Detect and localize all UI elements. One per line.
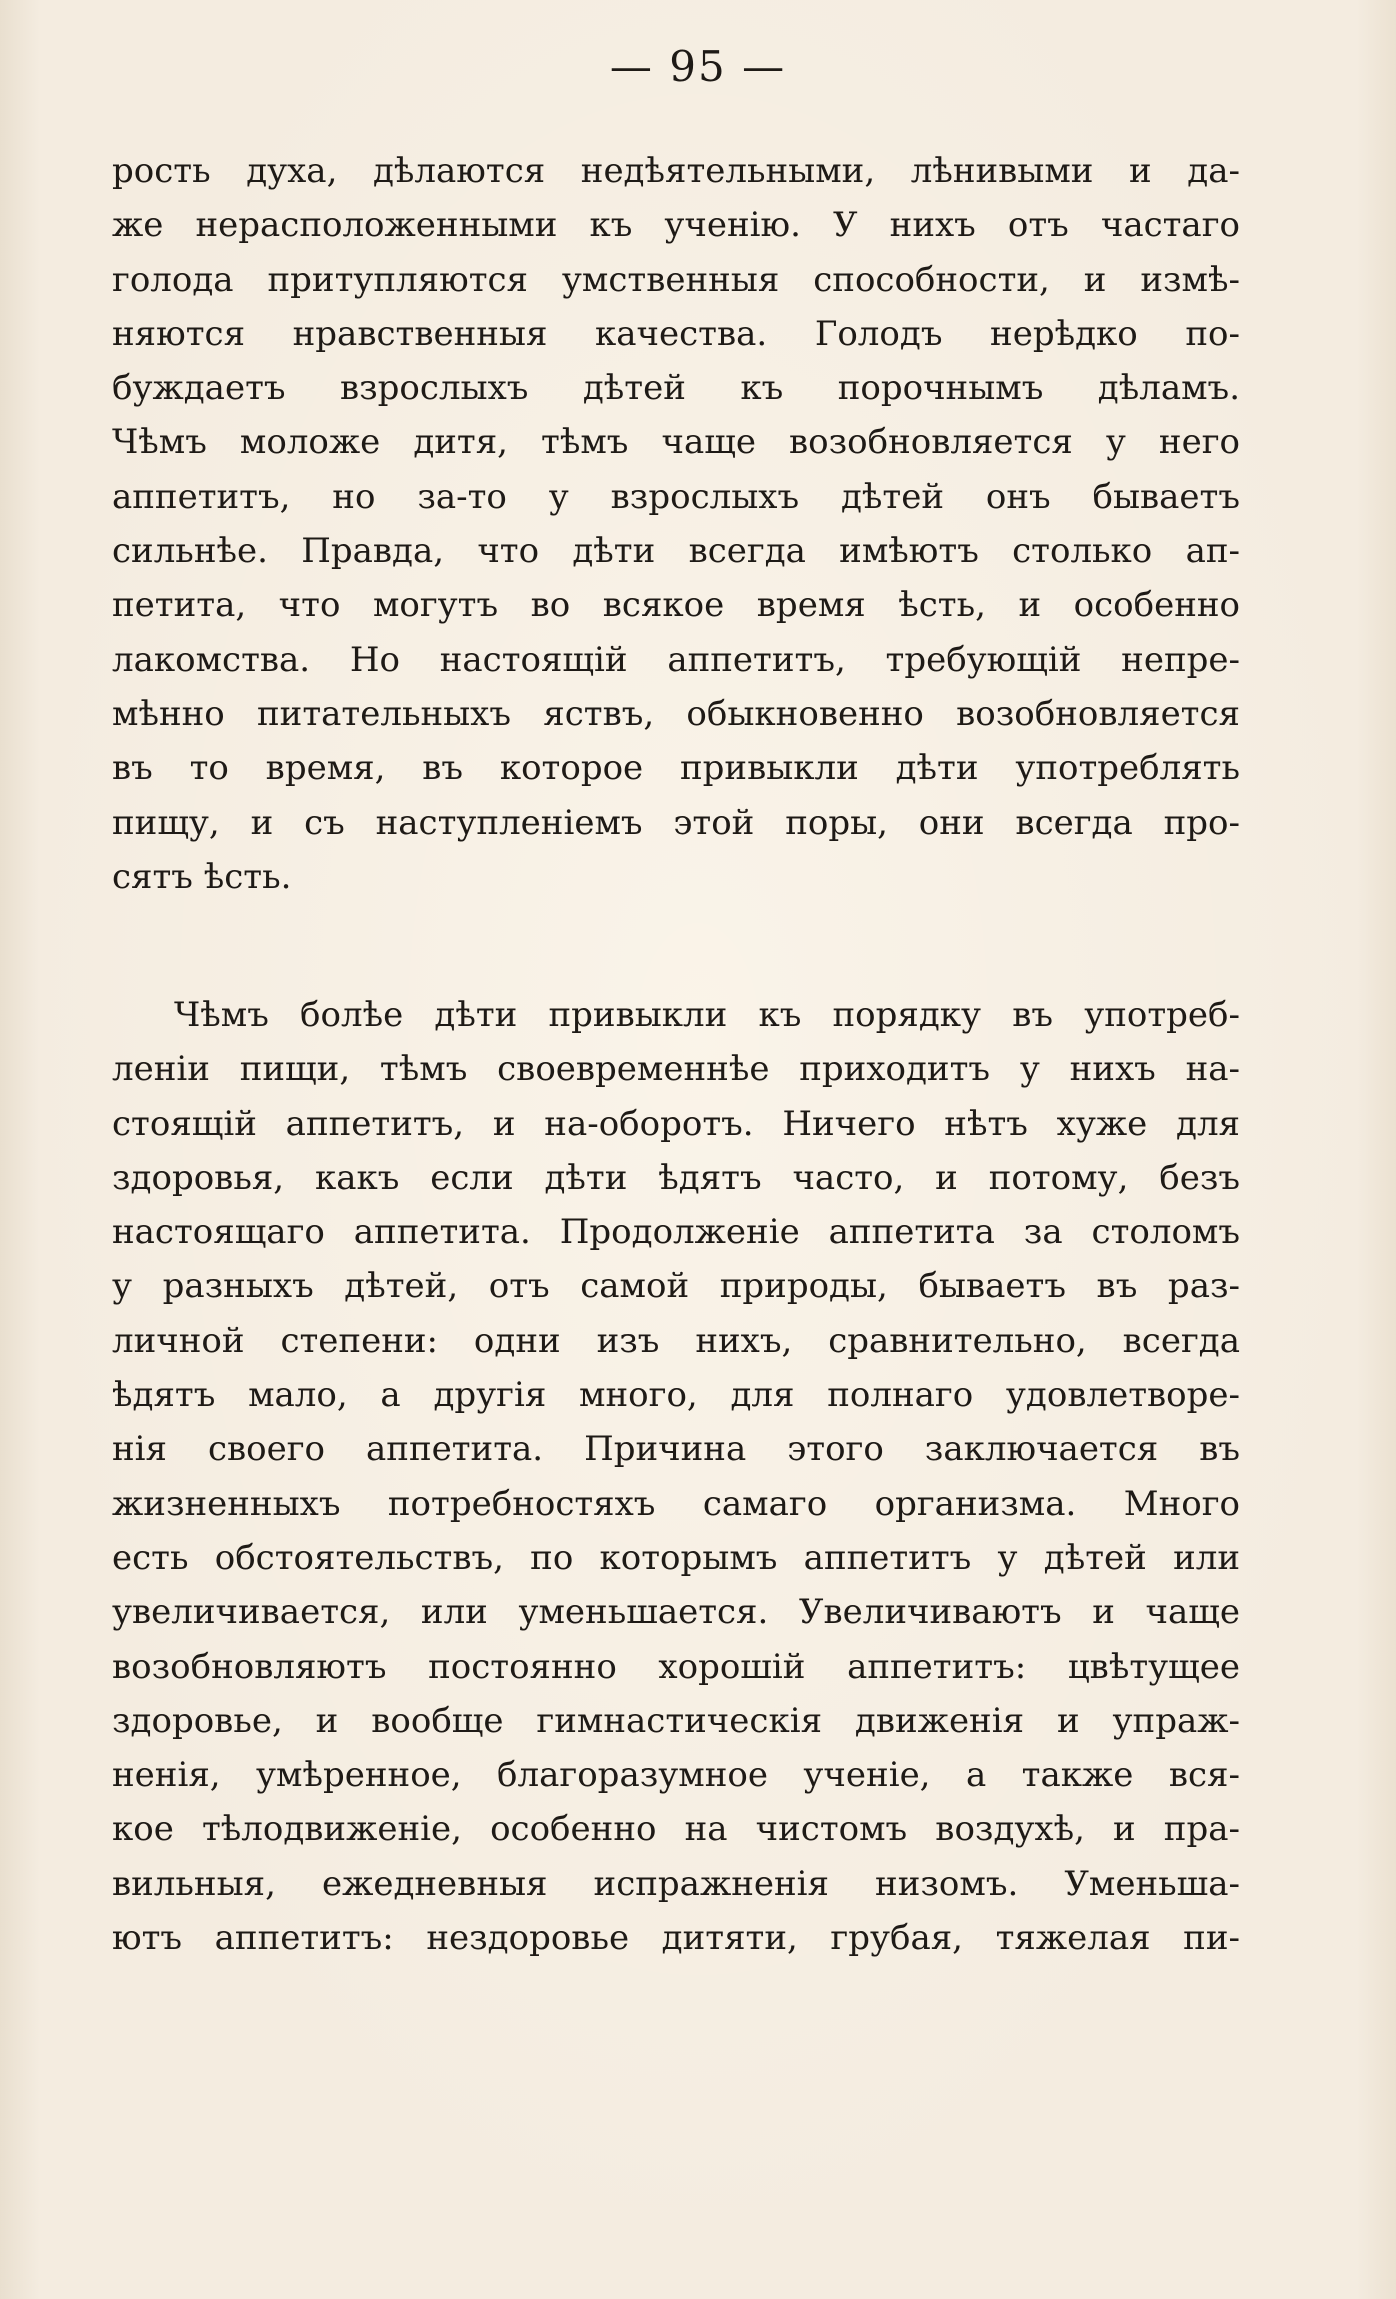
text-line: увеличивается, или уменьшается. Увеличиваютъ и чаще xyxy=(112,1592,1240,1633)
paragraph-1 xyxy=(112,144,1240,904)
text-line: мѣнно питательныхъ яствъ, обыкновенно возобновляется xyxy=(112,693,1240,734)
text-line: здоровья, какъ если дѣти ѣдятъ часто, и потому, безъ xyxy=(112,1157,1240,1198)
text-line: возобновляютъ постоянно хорошій аппетитъ: цвѣтущее xyxy=(112,1646,1240,1687)
text-line: вильныя, ежедневныя испражненія низомъ. Уменьша- xyxy=(112,1863,1240,1904)
text-line: сильнѣе. Правда, что дѣти всегда имѣютъ столько ап- xyxy=(112,531,1240,572)
text-line: въ то время, въ которое привыкли дѣти употреблять xyxy=(112,748,1240,789)
text-line: же нерасположенными къ ученію. У нихъ отъ частаго xyxy=(112,205,1240,246)
text-line: сятъ ѣсть. xyxy=(112,856,292,897)
text-line: здоровье, и вообще гимнастическія движенія и упраж- xyxy=(112,1700,1240,1741)
paragraph-2 xyxy=(112,988,1240,1965)
text-line: есть обстоятельствъ, по которымъ аппетитъ у дѣтей или xyxy=(112,1537,1240,1578)
page-number: — 95 — xyxy=(609,42,787,91)
text-line: Чѣмъ моложе дитя, тѣмъ чаще возобновляется у него xyxy=(112,422,1240,463)
text-line: пищу, и съ наступленіемъ этой поры, они всегда про- xyxy=(112,802,1240,843)
text-line: ненія, умѣренное, благоразумное ученіе, а также вся- xyxy=(112,1755,1240,1796)
text-line: стоящій аппетитъ, и на-оборотъ. Ничего нѣтъ хуже для xyxy=(112,1103,1240,1144)
text-line: леніи пищи, тѣмъ своевременнѣе приходитъ у нихъ на- xyxy=(112,1049,1240,1090)
text-line: рость духа, дѣлаются недѣятельными, лѣнивыми и да- xyxy=(112,151,1240,191)
text-line: няются нравственныя качества. Голодъ нерѣдко по- xyxy=(112,313,1240,354)
text-line: голода притупляются умственныя способности, и измѣ- xyxy=(112,259,1240,300)
text-line: у разныхъ дѣтей, отъ самой природы, бываетъ въ раз- xyxy=(112,1266,1240,1307)
text-line: Чѣмъ болѣе дѣти привыкли къ порядку въ употреб- xyxy=(174,995,1240,1035)
text-line: ютъ аппетитъ: нездоровье дитяти, грубая, тяжелая пи- xyxy=(112,1918,1240,1959)
text-line: жизненныхъ потребностяхъ самаго организма. Много xyxy=(112,1483,1240,1524)
text-line: нія своего аппетита. Причина этого заключается въ xyxy=(112,1429,1240,1470)
text-line: лакомства. Но настоящій аппетитъ, требующій непре- xyxy=(112,639,1240,680)
text-line: кое тѣлодвиженіе, особенно на чистомъ воздухѣ, и пра- xyxy=(112,1809,1240,1850)
text-line: петита, что могутъ во всякое время ѣсть, и особенно xyxy=(112,585,1240,626)
text-line: ѣдятъ мало, а другія много, для полнаго удовлетворе- xyxy=(112,1375,1240,1416)
text-line: буждаетъ взрослыхъ дѣтей къ порочнымъ дѣламъ. xyxy=(112,368,1240,409)
text-line: личной степени: одни изъ нихъ, сравнительно, всегда xyxy=(112,1320,1240,1361)
text-line: аппетитъ, но за-то у взрослыхъ дѣтей онъ бываетъ xyxy=(112,476,1240,517)
text-line: настоящаго аппетита. Продолженіе аппетита за столомъ xyxy=(112,1212,1240,1253)
